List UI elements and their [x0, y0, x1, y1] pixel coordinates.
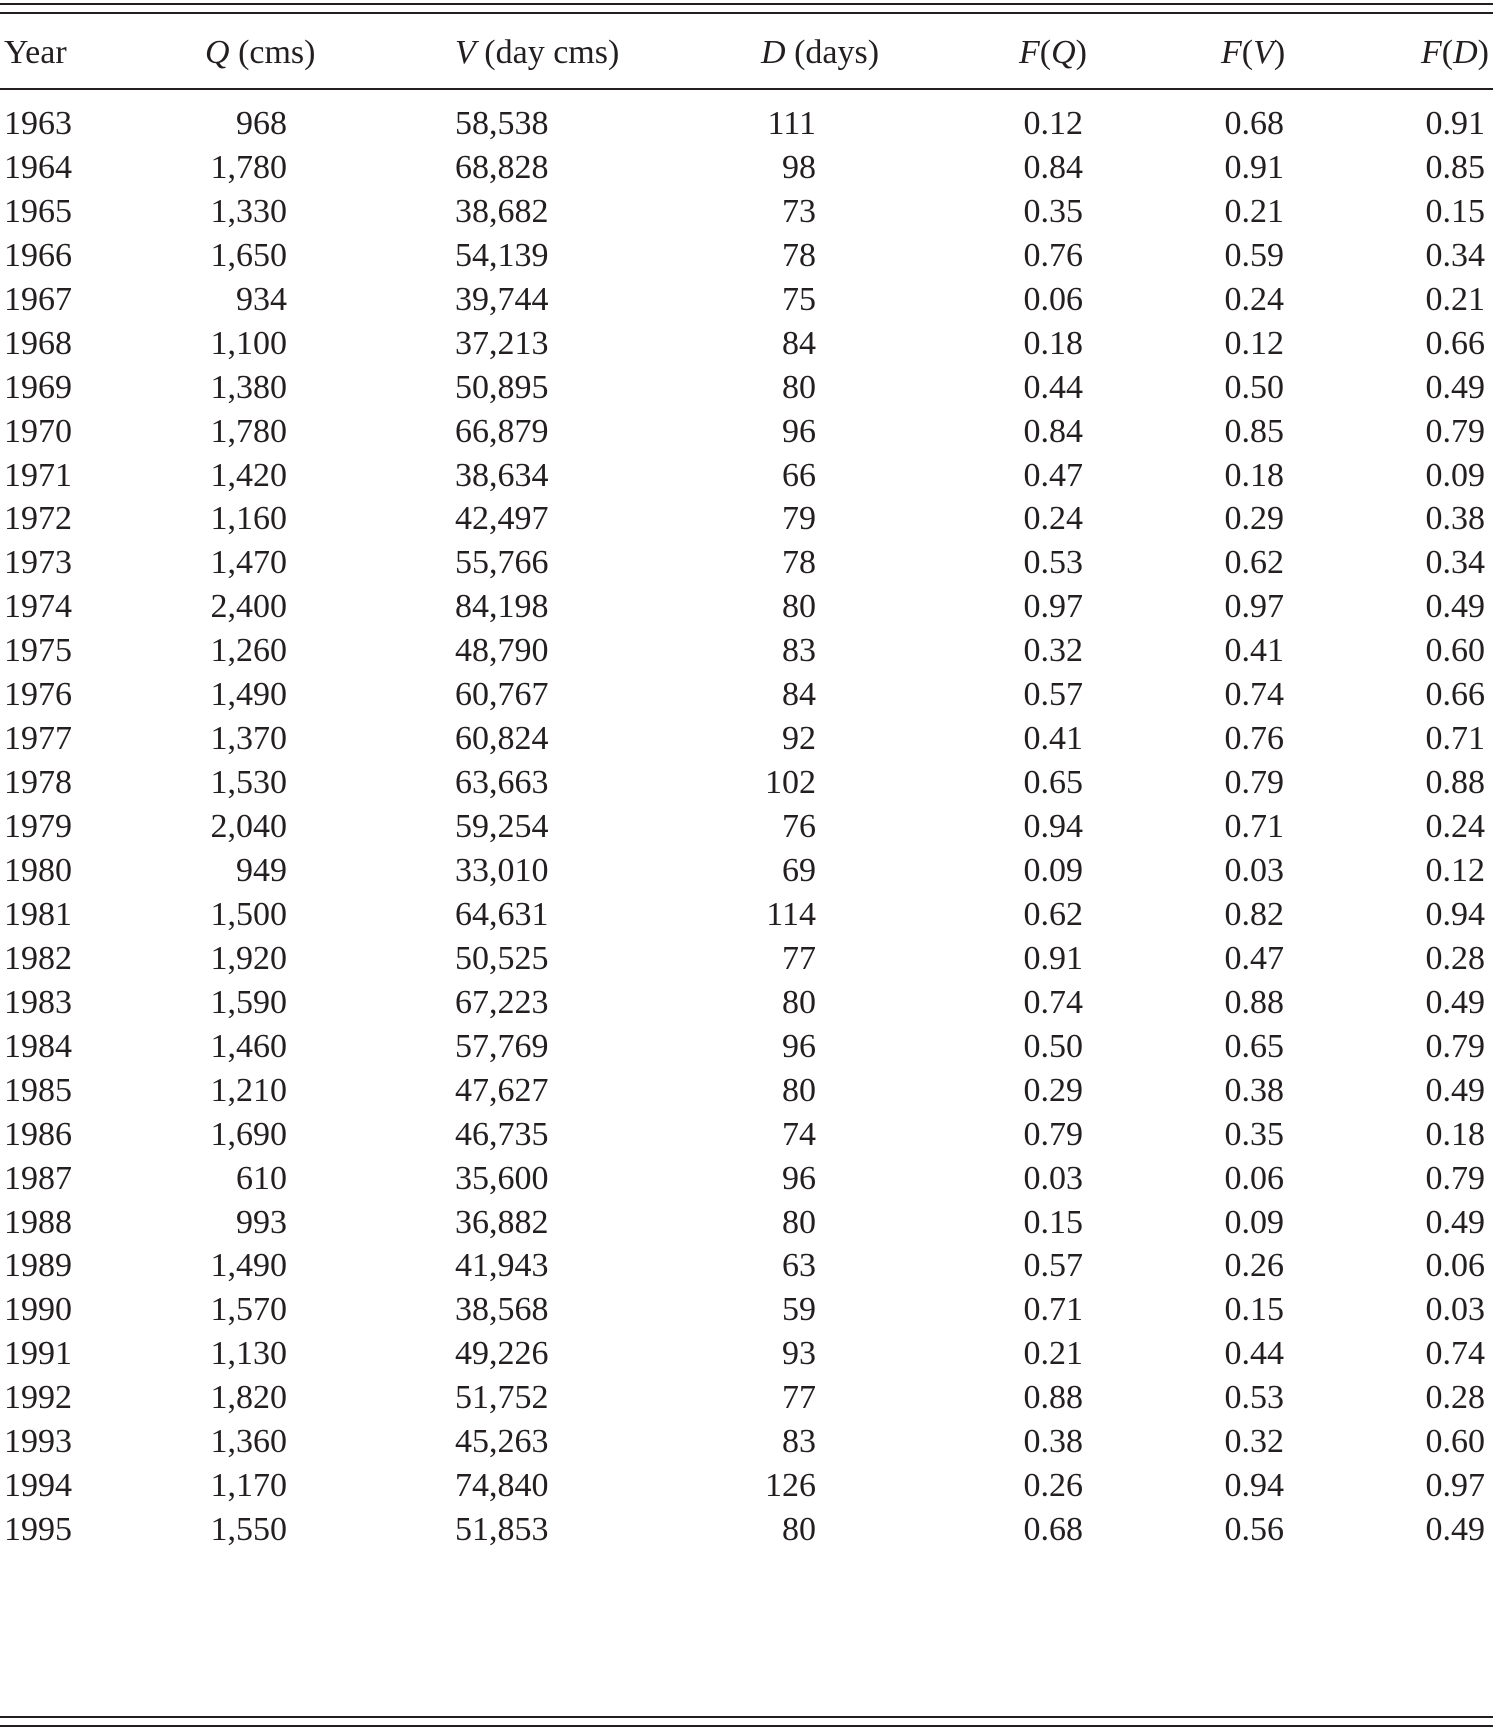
cell-q: 2,400 — [210, 588, 287, 626]
cell-year: 1976 — [4, 676, 72, 714]
cell-year: 1988 — [4, 1203, 72, 1241]
cell-fq: 0.18 — [1023, 324, 1083, 362]
cell-q: 1,420 — [210, 456, 287, 494]
cell-fq: 0.74 — [1023, 983, 1083, 1021]
cell-v: 39,744 — [455, 280, 549, 318]
cell-year: 1972 — [4, 500, 72, 538]
cell-fd: 0.28 — [1425, 939, 1485, 977]
cell-fq: 0.35 — [1023, 192, 1083, 230]
header-d: D (days) — [761, 34, 880, 71]
cell-fv: 0.18 — [1224, 456, 1284, 494]
cell-fd: 0.88 — [1425, 764, 1485, 802]
cell-fd: 0.66 — [1425, 676, 1485, 714]
cell-v: 51,853 — [455, 1511, 549, 1549]
cell-q: 949 — [236, 851, 287, 889]
cell-v: 84,198 — [455, 588, 549, 626]
cell-fd: 0.49 — [1425, 1203, 1485, 1241]
cell-year: 1991 — [4, 1335, 72, 1373]
cell-q: 1,650 — [210, 236, 287, 274]
cell-v: 41,943 — [455, 1247, 549, 1285]
cell-q: 1,920 — [210, 939, 287, 977]
cell-d: 96 — [782, 1159, 816, 1197]
cell-fq: 0.03 — [1023, 1159, 1083, 1197]
cell-q: 2,040 — [210, 808, 287, 846]
table-row — [0, 539, 1493, 588]
cell-fq: 0.91 — [1023, 939, 1083, 977]
cell-fd: 0.49 — [1425, 1511, 1485, 1549]
cell-d: 114 — [766, 895, 816, 933]
cell-fd: 0.60 — [1425, 1423, 1485, 1461]
cell-fq: 0.12 — [1023, 105, 1083, 142]
cell-v: 57,769 — [455, 1027, 549, 1065]
table-row — [0, 1023, 1493, 1072]
cell-d: 111 — [767, 105, 816, 142]
cell-fd: 0.15 — [1425, 192, 1485, 230]
cell-q: 1,360 — [210, 1423, 287, 1461]
cell-d: 77 — [782, 939, 816, 977]
cell-d: 80 — [782, 1511, 816, 1549]
cell-d: 63 — [782, 1247, 816, 1285]
cell-q: 1,590 — [210, 983, 287, 1021]
cell-fq: 0.21 — [1023, 1335, 1083, 1373]
table-row — [0, 1506, 1493, 1555]
cell-d: 78 — [782, 236, 816, 274]
cell-d: 84 — [782, 324, 816, 362]
cell-fv: 0.65 — [1224, 1027, 1284, 1065]
cell-fv: 0.24 — [1224, 280, 1284, 318]
cell-fd: 0.38 — [1425, 500, 1485, 538]
table-row — [0, 495, 1493, 544]
cell-year: 1987 — [4, 1159, 72, 1197]
table-row — [0, 759, 1493, 808]
cell-fv: 0.44 — [1224, 1335, 1284, 1373]
cell-d: 75 — [782, 280, 816, 318]
cell-fd: 0.49 — [1425, 588, 1485, 626]
cell-year: 1981 — [4, 895, 72, 933]
cell-fd: 0.18 — [1425, 1115, 1485, 1153]
cell-fq: 0.47 — [1023, 456, 1083, 494]
cell-d: 80 — [782, 368, 816, 406]
cell-v: 42,497 — [455, 500, 549, 538]
cell-q: 1,130 — [210, 1335, 287, 1373]
cell-fd: 0.66 — [1425, 324, 1485, 362]
cell-d: 96 — [782, 412, 816, 450]
cell-q: 1,780 — [210, 148, 287, 186]
table-row — [0, 1462, 1493, 1511]
cell-fq: 0.57 — [1023, 676, 1083, 714]
cell-year: 1975 — [4, 632, 72, 670]
table-row — [0, 408, 1493, 457]
cell-fq: 0.71 — [1023, 1291, 1083, 1329]
cell-fv: 0.76 — [1224, 720, 1284, 758]
cell-year: 1974 — [4, 588, 72, 626]
cell-fv: 0.53 — [1224, 1379, 1284, 1417]
cell-q: 1,490 — [210, 1247, 287, 1285]
cell-v: 60,824 — [455, 720, 549, 758]
table-row — [0, 364, 1493, 413]
cell-q: 1,690 — [210, 1115, 287, 1153]
cell-v: 35,600 — [455, 1159, 549, 1197]
cell-v: 45,263 — [455, 1423, 549, 1461]
cell-fq: 0.38 — [1023, 1423, 1083, 1461]
cell-fd: 0.34 — [1425, 544, 1485, 582]
cell-year: 1978 — [4, 764, 72, 802]
cell-year: 1979 — [4, 808, 72, 846]
table-row — [0, 1330, 1493, 1379]
cell-fv: 0.47 — [1224, 939, 1284, 977]
cell-year: 1967 — [4, 280, 72, 318]
cell-fq: 0.41 — [1023, 720, 1083, 758]
cell-v: 58,538 — [455, 105, 549, 142]
header-fd: F(D) — [1421, 34, 1489, 71]
table-row — [0, 1067, 1493, 1116]
cell-fq: 0.29 — [1023, 1071, 1083, 1109]
cell-fq: 0.97 — [1023, 588, 1083, 626]
cell-fq: 0.53 — [1023, 544, 1083, 582]
cell-fv: 0.06 — [1224, 1159, 1284, 1197]
cell-fv: 0.41 — [1224, 632, 1284, 670]
cell-q: 1,530 — [210, 764, 287, 802]
cell-fd: 0.49 — [1425, 1071, 1485, 1109]
cell-year: 1985 — [4, 1071, 72, 1109]
cell-fd: 0.12 — [1425, 851, 1485, 889]
cell-q: 1,370 — [210, 720, 287, 758]
cell-year: 1983 — [4, 983, 72, 1021]
cell-d: 92 — [782, 720, 816, 758]
cell-d: 79 — [782, 500, 816, 538]
table-row — [0, 1155, 1493, 1204]
cell-fq: 0.76 — [1023, 236, 1083, 274]
table-row — [0, 979, 1493, 1028]
table-row — [0, 803, 1493, 852]
cell-fq: 0.57 — [1023, 1247, 1083, 1285]
cell-fd: 0.79 — [1425, 1159, 1485, 1197]
cell-fd: 0.79 — [1425, 412, 1485, 450]
cell-q: 1,460 — [210, 1027, 287, 1065]
table-row — [0, 276, 1493, 325]
cell-year: 1965 — [4, 192, 72, 230]
cell-v: 37,213 — [455, 324, 549, 362]
cell-q: 1,570 — [210, 1291, 287, 1329]
cell-v: 66,879 — [455, 412, 549, 450]
cell-v: 63,663 — [455, 764, 549, 802]
cell-year: 1982 — [4, 939, 72, 977]
cell-fv: 0.03 — [1224, 851, 1284, 889]
cell-year: 1989 — [4, 1247, 72, 1285]
table-row — [0, 1199, 1493, 1248]
cell-q: 1,500 — [210, 895, 287, 933]
cell-fq: 0.94 — [1023, 808, 1083, 846]
cell-fv: 0.38 — [1224, 1071, 1284, 1109]
table-row — [0, 320, 1493, 369]
cell-d: 93 — [782, 1335, 816, 1373]
cell-fq: 0.50 — [1023, 1027, 1083, 1065]
table-row — [0, 1242, 1493, 1291]
cell-fv: 0.56 — [1224, 1511, 1284, 1549]
cell-v: 55,766 — [455, 544, 549, 582]
cell-v: 48,790 — [455, 632, 549, 670]
table-row — [0, 891, 1493, 940]
cell-d: 83 — [782, 1423, 816, 1461]
cell-q: 1,780 — [210, 412, 287, 450]
cell-fd: 0.74 — [1425, 1335, 1485, 1373]
cell-fd: 0.60 — [1425, 632, 1485, 670]
cell-year: 1984 — [4, 1027, 72, 1065]
table-row — [0, 1418, 1493, 1467]
cell-fd: 0.91 — [1425, 105, 1485, 142]
top-rule-inner — [0, 12, 1493, 14]
cell-v: 49,226 — [455, 1335, 549, 1373]
cell-fd: 0.49 — [1425, 368, 1485, 406]
cell-d: 80 — [782, 1203, 816, 1241]
cell-fq: 0.09 — [1023, 851, 1083, 889]
cell-fd: 0.49 — [1425, 983, 1485, 1021]
cell-v: 67,223 — [455, 983, 549, 1021]
cell-d: 96 — [782, 1027, 816, 1065]
cell-q: 934 — [236, 280, 287, 318]
cell-year: 1966 — [4, 236, 72, 274]
cell-year: 1969 — [4, 368, 72, 406]
cell-fv: 0.82 — [1224, 895, 1284, 933]
cell-d: 78 — [782, 544, 816, 582]
cell-d: 80 — [782, 983, 816, 1021]
header-q: Q (cms) — [205, 34, 316, 71]
cell-q: 993 — [236, 1203, 287, 1241]
table-row — [0, 847, 1493, 896]
cell-fq: 0.24 — [1023, 500, 1083, 538]
cell-fq: 0.06 — [1023, 280, 1083, 318]
cell-fv: 0.62 — [1224, 544, 1284, 582]
cell-q: 968 — [236, 105, 287, 142]
cell-fv: 0.88 — [1224, 983, 1284, 1021]
cell-fq: 0.65 — [1023, 764, 1083, 802]
cell-fv: 0.79 — [1224, 764, 1284, 802]
table-row — [0, 100, 1493, 149]
table-row — [0, 144, 1493, 193]
cell-v: 54,139 — [455, 236, 549, 274]
cell-d: 73 — [782, 192, 816, 230]
cell-q: 1,330 — [210, 192, 287, 230]
cell-v: 47,627 — [455, 1071, 549, 1109]
table-row — [0, 935, 1493, 984]
table-row — [0, 671, 1493, 720]
cell-fv: 0.91 — [1224, 148, 1284, 186]
cell-v: 38,568 — [455, 1291, 549, 1329]
cell-year: 1993 — [4, 1423, 72, 1461]
bottom-rule-inner — [0, 1716, 1493, 1718]
cell-v: 36,882 — [455, 1203, 549, 1241]
cell-fd: 0.97 — [1425, 1467, 1485, 1505]
cell-v: 74,840 — [455, 1467, 549, 1505]
table-header-row — [0, 29, 1493, 78]
cell-q: 1,210 — [210, 1071, 287, 1109]
header-rule — [0, 88, 1493, 90]
cell-fq: 0.26 — [1023, 1467, 1083, 1505]
cell-fd: 0.94 — [1425, 895, 1485, 933]
cell-year: 1977 — [4, 720, 72, 758]
cell-year: 1970 — [4, 412, 72, 450]
cell-year: 1986 — [4, 1115, 72, 1153]
cell-d: 76 — [782, 808, 816, 846]
cell-fd: 0.06 — [1425, 1247, 1485, 1285]
cell-d: 59 — [782, 1291, 816, 1329]
cell-year: 1994 — [4, 1467, 72, 1505]
table-row — [0, 1111, 1493, 1160]
cell-v: 33,010 — [455, 851, 549, 889]
cell-d: 80 — [782, 588, 816, 626]
cell-fv: 0.85 — [1224, 412, 1284, 450]
cell-q: 1,100 — [210, 324, 287, 362]
cell-year: 1992 — [4, 1379, 72, 1417]
cell-d: 126 — [765, 1467, 816, 1505]
cell-fq: 0.62 — [1023, 895, 1083, 933]
cell-q: 1,820 — [210, 1379, 287, 1417]
cell-fq: 0.84 — [1023, 412, 1083, 450]
cell-v: 38,634 — [455, 456, 549, 494]
cell-fd: 0.28 — [1425, 1379, 1485, 1417]
table-row — [0, 715, 1493, 764]
cell-year: 1990 — [4, 1291, 72, 1329]
cell-v: 59,254 — [455, 808, 549, 846]
cell-q: 610 — [236, 1159, 287, 1197]
cell-d: 102 — [765, 764, 816, 802]
header-year: Year — [4, 34, 67, 71]
cell-d: 66 — [782, 456, 816, 494]
cell-v: 50,895 — [455, 368, 549, 406]
cell-q: 1,550 — [210, 1511, 287, 1549]
cell-fq: 0.32 — [1023, 632, 1083, 670]
table-row — [0, 583, 1493, 632]
cell-q: 1,260 — [210, 632, 287, 670]
header-fv: F(V) — [1221, 34, 1286, 71]
top-rule-outer — [0, 3, 1493, 5]
cell-fv: 0.50 — [1224, 368, 1284, 406]
cell-fd: 0.71 — [1425, 720, 1485, 758]
cell-d: 98 — [782, 148, 816, 186]
cell-fv: 0.12 — [1224, 324, 1284, 362]
cell-year: 1968 — [4, 324, 72, 362]
cell-v: 38,682 — [455, 192, 549, 230]
cell-v: 51,752 — [455, 1379, 549, 1417]
cell-q: 1,160 — [210, 500, 287, 538]
cell-q: 1,470 — [210, 544, 287, 582]
cell-fd: 0.09 — [1425, 456, 1485, 494]
cell-fv: 0.21 — [1224, 192, 1284, 230]
cell-fv: 0.74 — [1224, 676, 1284, 714]
cell-fq: 0.44 — [1023, 368, 1083, 406]
cell-fv: 0.32 — [1224, 1423, 1284, 1461]
cell-d: 84 — [782, 676, 816, 714]
cell-d: 83 — [782, 632, 816, 670]
cell-fd: 0.34 — [1425, 236, 1485, 274]
table-row — [0, 232, 1493, 281]
cell-fq: 0.84 — [1023, 148, 1083, 186]
cell-v: 64,631 — [455, 895, 549, 933]
cell-fq: 0.15 — [1023, 1203, 1083, 1241]
cell-year: 1971 — [4, 456, 72, 494]
header-fq: F(Q) — [1019, 34, 1087, 71]
cell-fv: 0.94 — [1224, 1467, 1284, 1505]
cell-fv: 0.35 — [1224, 1115, 1284, 1153]
cell-d: 77 — [782, 1379, 816, 1417]
cell-q: 1,490 — [210, 676, 287, 714]
cell-fv: 0.97 — [1224, 588, 1284, 626]
cell-year: 1995 — [4, 1511, 72, 1549]
cell-fv: 0.59 — [1224, 236, 1284, 274]
cell-fd: 0.21 — [1425, 280, 1485, 318]
cell-fv: 0.09 — [1224, 1203, 1284, 1241]
table-row — [0, 1374, 1493, 1423]
header-v: V (day cms) — [455, 34, 620, 71]
cell-fd: 0.79 — [1425, 1027, 1485, 1065]
cell-v: 46,735 — [455, 1115, 549, 1153]
cell-fd: 0.85 — [1425, 148, 1485, 186]
cell-q: 1,170 — [210, 1467, 287, 1505]
cell-fd: 0.03 — [1425, 1291, 1485, 1329]
bottom-rule-outer — [0, 1725, 1493, 1727]
cell-fq: 0.88 — [1023, 1379, 1083, 1417]
cell-d: 74 — [782, 1115, 816, 1153]
table-row — [0, 188, 1493, 237]
cell-q: 1,380 — [210, 368, 287, 406]
table-row — [0, 627, 1493, 676]
cell-fq: 0.68 — [1023, 1511, 1083, 1549]
cell-year: 1980 — [4, 851, 72, 889]
table-row — [0, 452, 1493, 501]
cell-fd: 0.24 — [1425, 808, 1485, 846]
cell-fv: 0.15 — [1224, 1291, 1284, 1329]
cell-year: 1964 — [4, 148, 72, 186]
table-row — [0, 1286, 1493, 1335]
cell-fv: 0.26 — [1224, 1247, 1284, 1285]
cell-fv: 0.68 — [1224, 105, 1284, 142]
cell-year: 1963 — [4, 105, 72, 142]
cell-d: 80 — [782, 1071, 816, 1109]
cell-year: 1973 — [4, 544, 72, 582]
cell-fv: 0.29 — [1224, 500, 1284, 538]
cell-v: 60,767 — [455, 676, 549, 714]
cell-fv: 0.71 — [1224, 808, 1284, 846]
cell-d: 69 — [782, 851, 816, 889]
cell-v: 68,828 — [455, 148, 549, 186]
cell-fq: 0.79 — [1023, 1115, 1083, 1153]
cell-v: 50,525 — [455, 939, 549, 977]
